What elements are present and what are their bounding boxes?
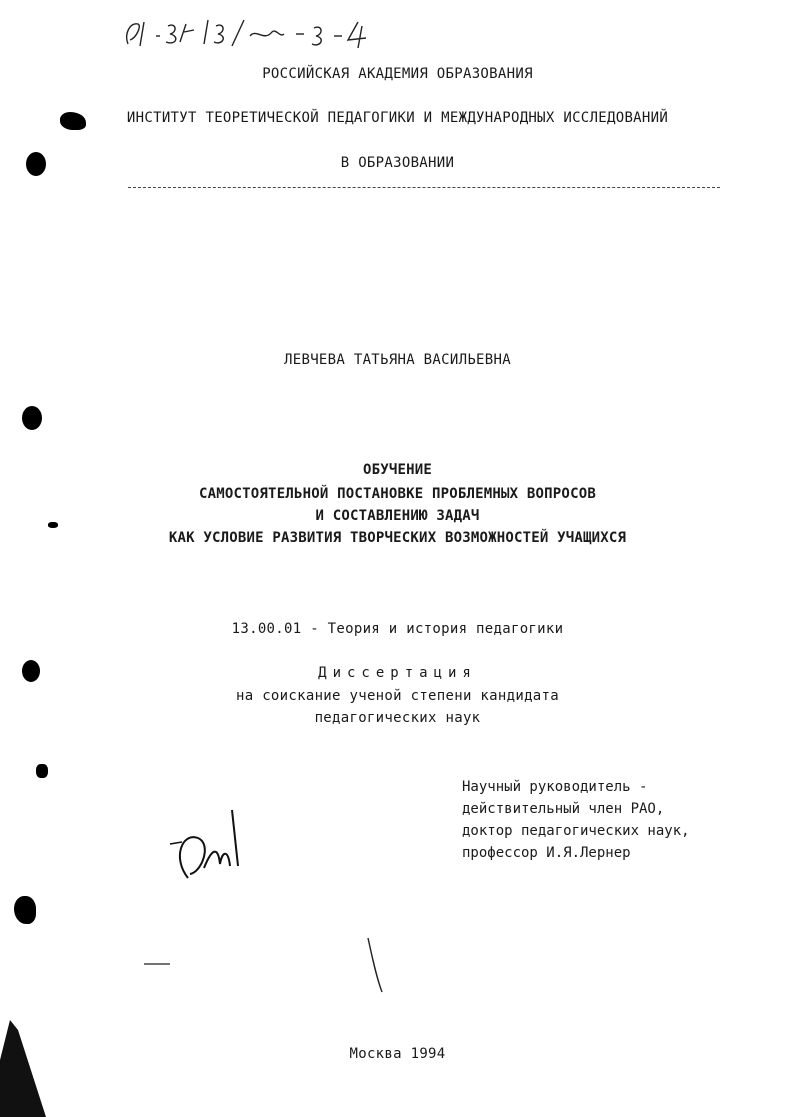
author-name: ЛЕВЧЕВА ТАТЬЯНА ВАСИЛЬЕВНА [284, 352, 511, 368]
title-line-4: КАК УСЛОВИЕ РАЗВИТИЯ ТВОРЧЕСКИХ ВОЗМОЖНОСТЕЙ УЧАЩИХСЯ [168, 530, 627, 546]
header-line-1: РОССИЙСКАЯ АКАДЕМИЯ ОБРАЗОВАНИЯ [262, 66, 533, 82]
stray-pen-mark [140, 936, 390, 996]
advisor-line-2: действительный член РАО, [462, 801, 665, 817]
specialty: 13.00.01 - Теория и история педагогики [231, 621, 564, 637]
footer-city-year: Москва 1994 [349, 1046, 446, 1062]
advisor-block [462, 776, 690, 864]
handwritten-signature [168, 808, 258, 888]
title-line-1: ОБУЧЕНИЕ [362, 462, 433, 478]
degree-line-3: педагогических наук [314, 710, 481, 726]
advisor-line-3: доктор педагогических наук, [462, 823, 690, 839]
degree-line-2: на соискание ученой степени кандидата [236, 688, 559, 704]
advisor-line-1: Научный руководитель - [462, 779, 648, 795]
degree-line-1: Диссертация [318, 665, 477, 681]
header-line-3: В ОБРАЗОВАНИИ [340, 155, 455, 171]
scan-artifact [36, 764, 48, 778]
title-line-2: САМОСТОЯТЕЛЬНОЙ ПОСТАНОВКЕ ПРОБЛЕМНЫХ ВОПРОСОВ [199, 486, 596, 502]
header-divider [128, 187, 720, 188]
handwritten-archive-note [120, 14, 400, 54]
header-line-2: ИНСТИТУТ ТЕОРЕТИЧЕСКОЙ ПЕДАГОГИКИ И МЕЖДУНАРОДНЫХ ИССЛЕДОВАНИЙ [126, 110, 669, 126]
title-line-3: И СОСТАВЛЕНИЮ ЗАДАЧ [315, 508, 480, 524]
scan-artifact [14, 896, 36, 924]
advisor-line-4: профессор И.Я.Лернер [462, 845, 631, 861]
scan-artifact [22, 406, 42, 430]
